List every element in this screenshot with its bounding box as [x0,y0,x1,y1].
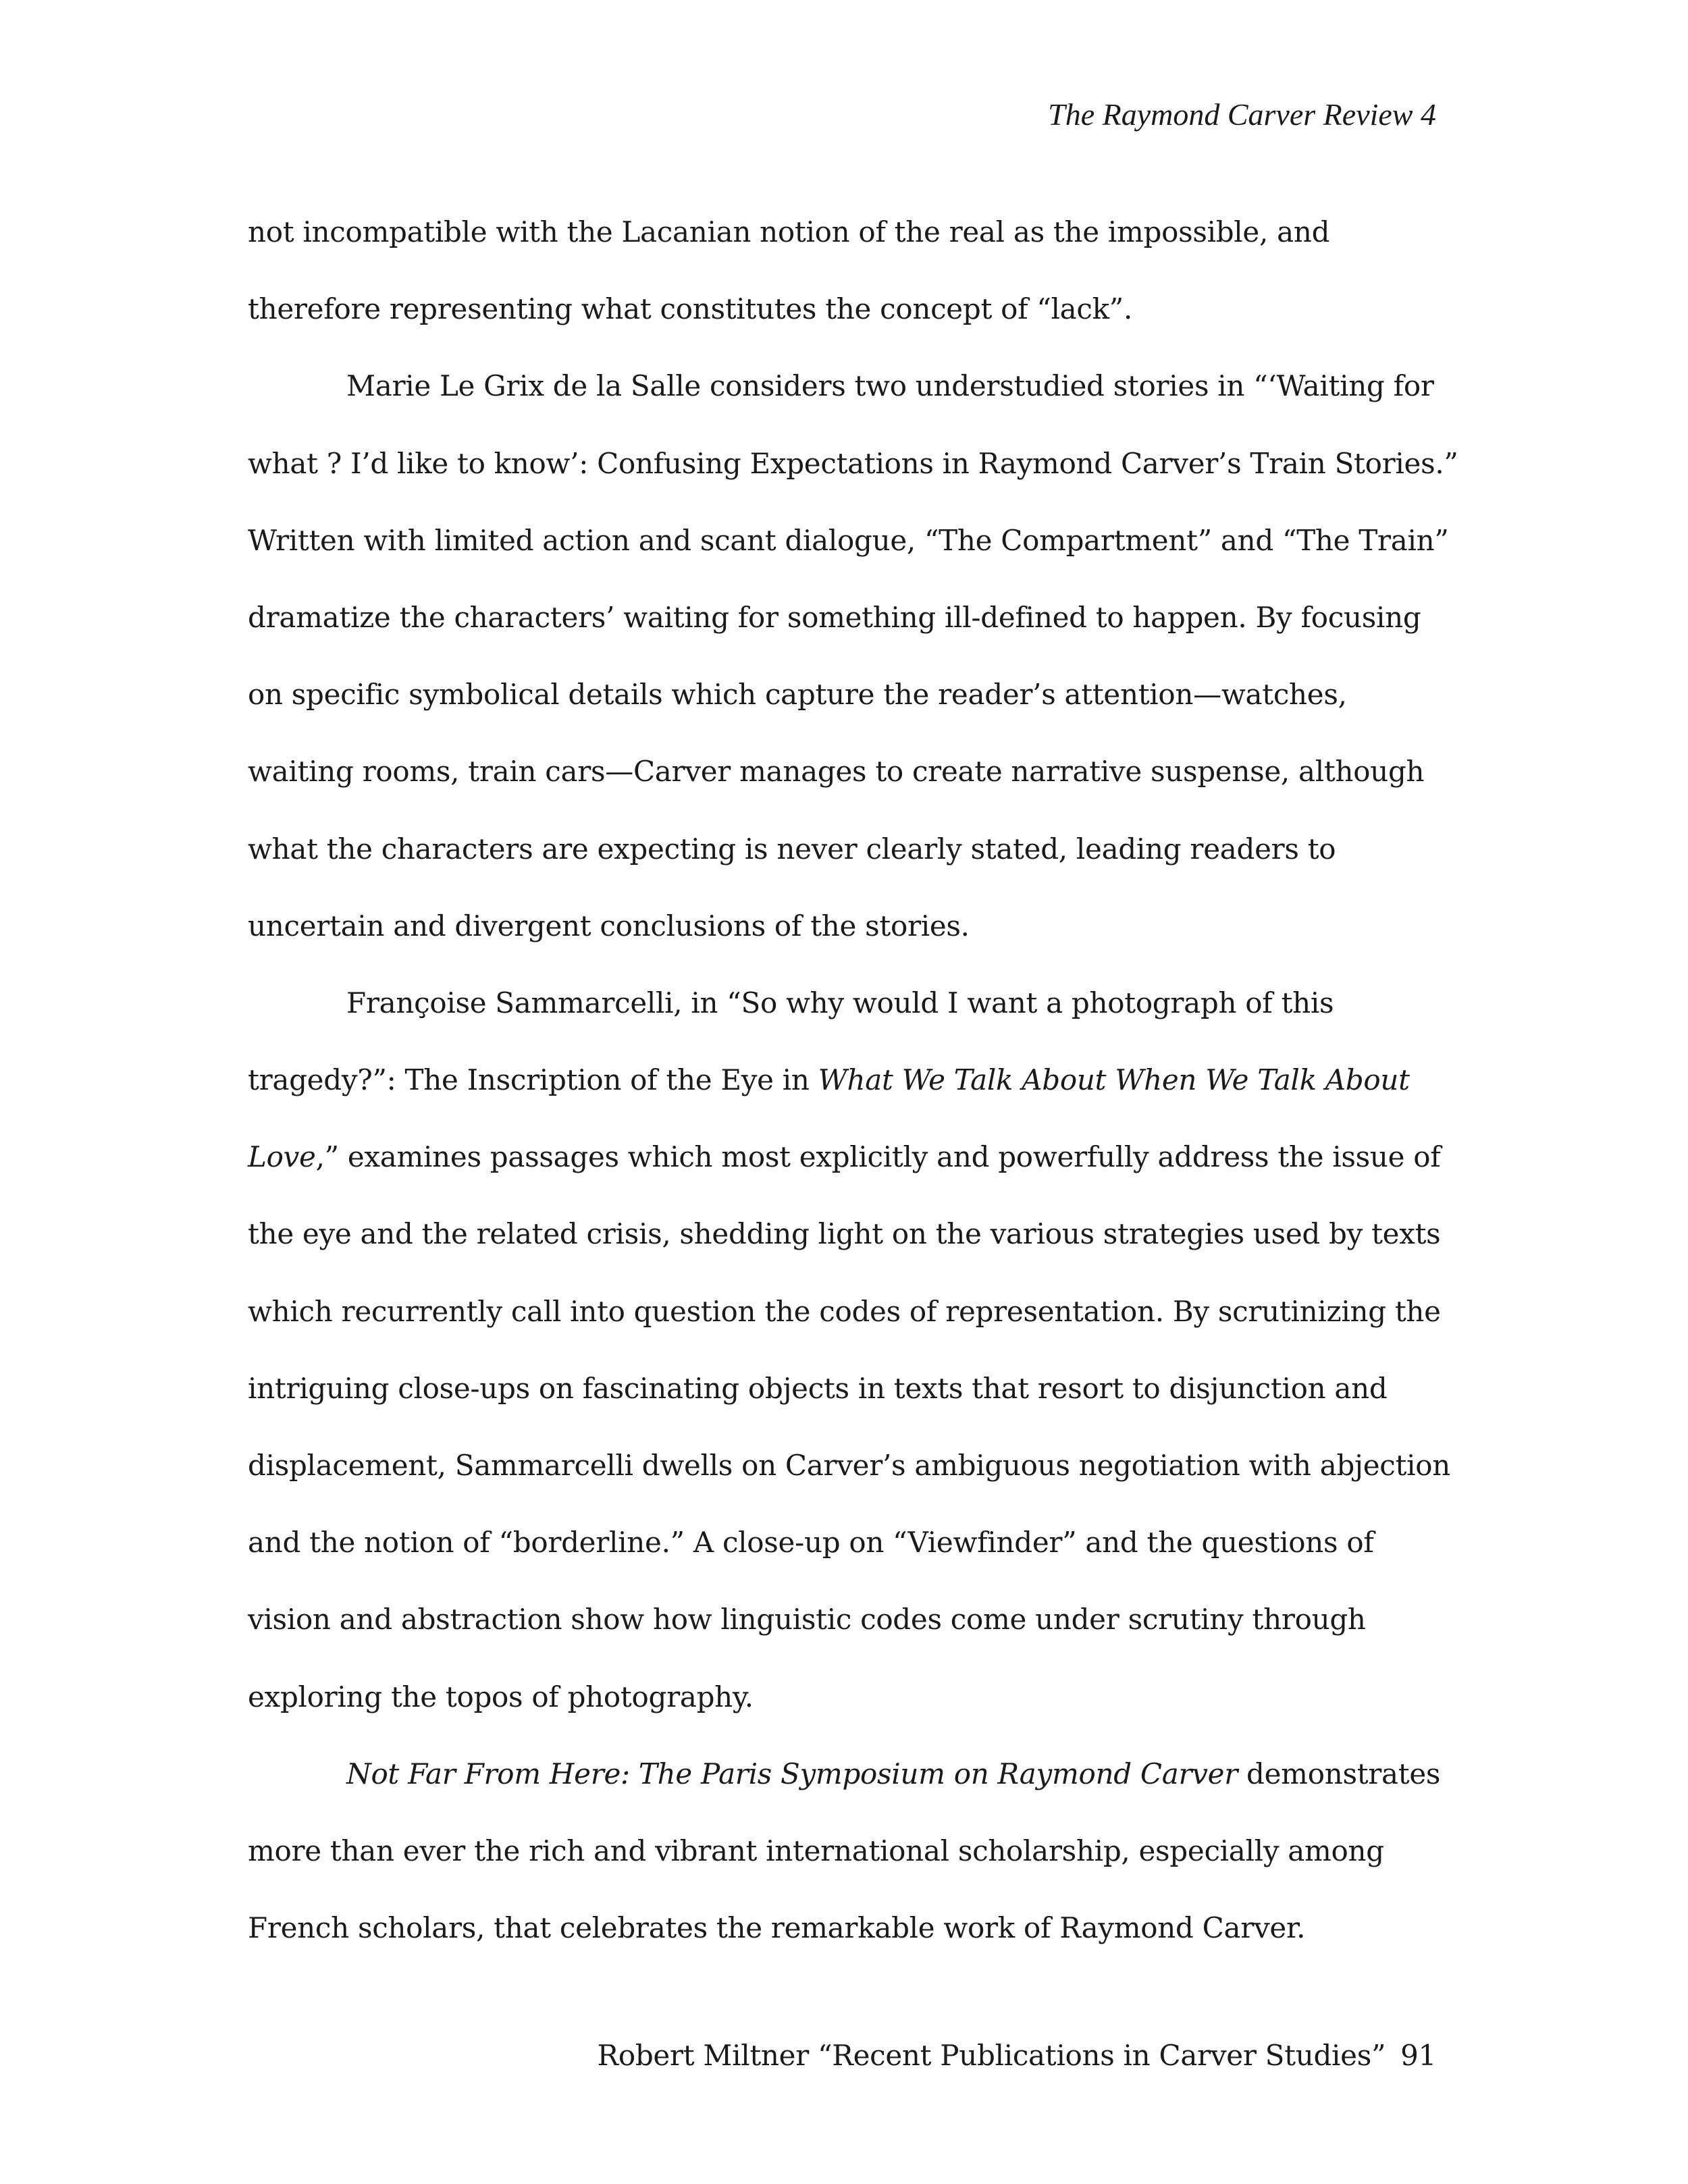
text-run: tragedy?”: The Inscription of the Eye in [248,1063,818,1097]
text-line: which recurrently call into question the codes of representation. By scrutinizing the [248,1294,1441,1328]
text-line: more than ever the rich and vibrant international scholarship, especially among [248,1834,1384,1867]
text-line: uncertain and divergent conclusions of the stories. [248,909,970,942]
text-run: ,” examines passages which most explicitly and powerfully address the issue of [315,1140,1441,1174]
text-line: waiting rooms, train cars—Carver manages to create narrative suspense, although [248,755,1425,789]
text-line [248,1042,1456,1119]
text-line: dramatize the characters’ waiting for something ill-defined to happen. By focusing [248,600,1421,634]
text-line: Written with limited action and scant dialogue, “The Compartment” and “The Train” [248,523,1449,557]
book-title-italic: Love [248,1140,316,1174]
paragraph-2 [248,348,1456,965]
text-line: what the characters are expecting is never clearly stated, leading readers to [248,832,1336,865]
text-run: demonstrates [1237,1757,1441,1790]
text-line [248,1736,1456,1813]
text-line: Françoise Sammarcelli, in “So why would I want a photograph of this [346,986,1334,1019]
paragraph-4 [248,1736,1456,1967]
text-line: displacement, Sammarcelli dwells on Carver’s ambiguous negotiation with abjection [248,1449,1450,1482]
text-line [248,1119,1456,1196]
text-line: and the notion of “borderline.” A close-up on “Viewfinder” and the questions of [248,1526,1374,1560]
text-line: on specific symbolical details which capture the reader’s attention—watches, [248,678,1347,712]
body-text [248,194,1456,1967]
running-header: The Raymond Carver Review 4 [1048,97,1436,132]
text-line: French scholars, that celebrates the remarkable work of Raymond Carver. [248,1911,1306,1945]
text-line: therefore representing what constitutes the concept of “lack”. [248,292,1132,326]
page-number: 91 [1400,2039,1436,2072]
text-line: Marie Le Grix de la Salle considers two understudied stories in “‘Waiting for [346,369,1434,403]
text-line: the eye and the related crisis, shedding light on the various strategies used by texts [248,1217,1441,1251]
text-line: exploring the topos of photography. [248,1680,754,1713]
paragraph-3 [248,965,1456,1736]
text-line: what ? I’d like to know’: Confusing Expectations in Raymond Carver’s Train Stories.” [248,446,1458,480]
book-title-italic: Not Far From Here: The Paris Symposium on Raymond Carver [346,1757,1238,1790]
book-title-italic: What We Talk About When We Talk About [818,1063,1410,1097]
text-line: not incompatible with the Lacanian notion of the real as the impossible, and [248,215,1330,248]
paragraph-1 [248,194,1456,348]
running-footer [598,2035,1436,2076]
text-line: vision and abstraction show how linguistic codes come under scrutiny through [248,1603,1366,1636]
footer-text: Robert Miltner “Recent Publications in Carver Studies” [597,2039,1386,2072]
text-line: intriguing close-ups on fascinating objects in texts that resort to disjunction and [248,1371,1388,1405]
